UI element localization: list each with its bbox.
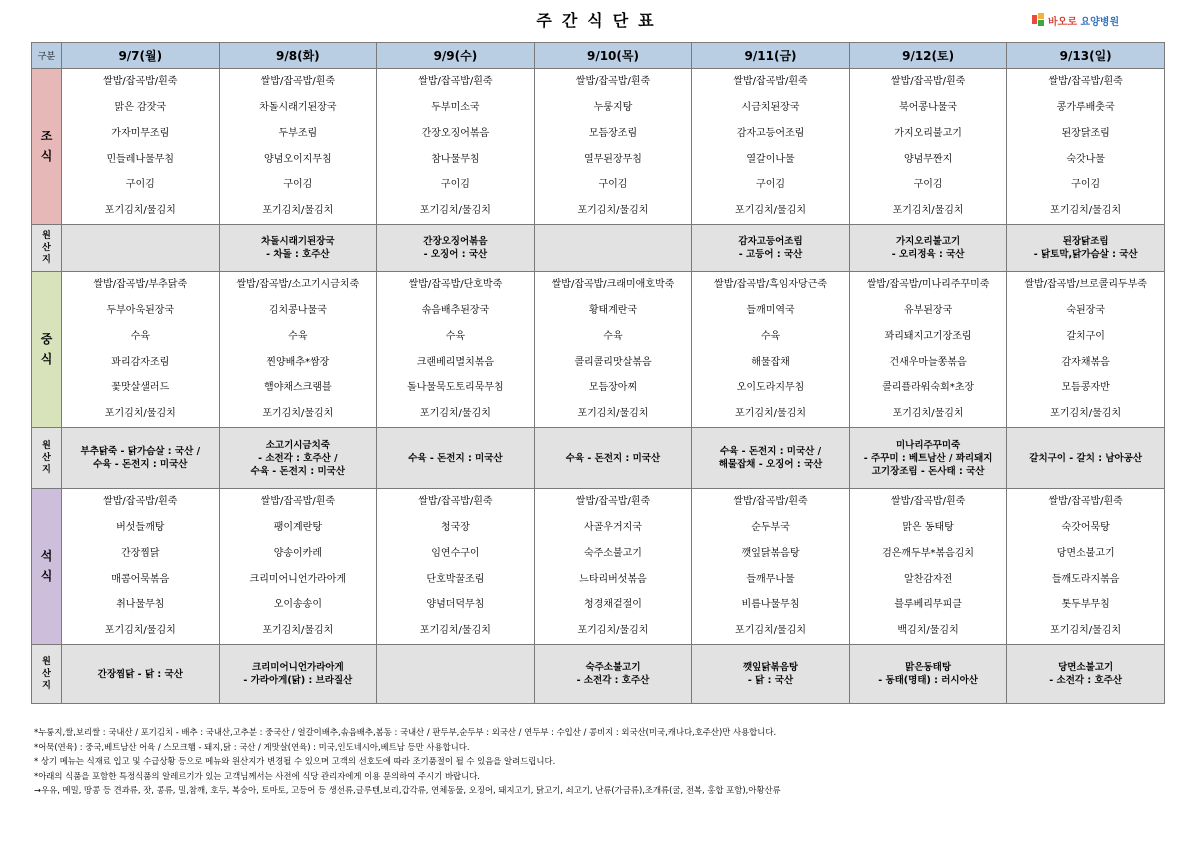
menu-item: 들깨무나물 [746, 573, 795, 585]
day-header: 9/12(토) [849, 43, 1007, 69]
menu-item: 검은깨두부*볶음김치 [882, 547, 975, 559]
menu-item: 포기김치/물김치 [104, 408, 176, 420]
note-line: *아래의 식품을 포함한 특정식품의 알레르기가 있는 고객님께서는 사전에 식당 관리자에게 이용 문의하여 주시기 바랍니다. [34, 770, 480, 781]
menu-item: 백김치/물김치 [897, 625, 959, 637]
origin-line: 숙주소불고기 [585, 662, 641, 673]
menu-item: 건새우마늘쫑볶음 [889, 356, 967, 368]
menu-item: 깻잎닭볶음탕 [741, 547, 800, 559]
menu-item: 단호박꿀조림 [426, 573, 485, 585]
weekly-menu-table [31, 42, 1165, 704]
menu-cell [219, 489, 377, 645]
menu-item: 알찬감자전 [903, 573, 953, 585]
notes [34, 725, 781, 798]
origin-line: 간장오징어볶음 [423, 236, 488, 247]
menu-item: 참나물무침 [431, 153, 480, 165]
origin-line: 당면소불고기 [1058, 662, 1114, 673]
origin-line: - 차돌 : 호주산 [266, 249, 330, 260]
menu-item: 포기김치/물김치 [104, 625, 176, 637]
origin-line: 수육 - 돈전지 : 미국산 [250, 465, 346, 477]
menu-item: 쌀밥/잡곡밥/흰죽 [733, 496, 808, 508]
menu-cell [692, 489, 850, 645]
menu-item: 구이김 [598, 179, 628, 191]
menu-item: 숙갓나물 [1066, 153, 1105, 165]
menu-item: 모듬콩자반 [1061, 382, 1110, 394]
origin-line: - 오징어 : 국산 [423, 249, 488, 260]
day-header: 9/8(화) [219, 43, 377, 69]
menu-item: 포기김치/물김치 [735, 205, 807, 217]
menu-item: 숙된장국 [1066, 304, 1105, 316]
menu-item: 맑은 감잣국 [114, 101, 167, 113]
menu-item: 수육 [130, 330, 150, 342]
origin-line: 미나리주꾸미죽 [895, 439, 961, 451]
menu-item: 쌀밥/잡곡밥/흰죽 [890, 76, 966, 88]
menu-cell [692, 272, 850, 428]
menu-cell [1007, 489, 1165, 645]
origin-line: - 소전각 : 호주산 [576, 675, 650, 686]
menu-item: 포기김치/물김치 [104, 205, 176, 217]
menu-item: 차돌시래기된장국 [259, 101, 337, 113]
menu-item: 쌀밥/잡곡밥/흰죽 [103, 496, 178, 508]
origin-line: 깻잎닭볶음탕 [743, 662, 799, 673]
menu-item: 양념무짠지 [903, 153, 953, 165]
menu-item: 콜리플라워숙회*초장 [882, 382, 975, 394]
menu-item: 쌀밥/잡곡밥/흑임자당근죽 [714, 279, 828, 291]
breakfast-row [32, 69, 1165, 225]
menu-item: 청국장 [440, 521, 470, 533]
menu-item: 오이도라지무침 [736, 382, 805, 394]
menu-item: 오이송송이 [273, 599, 322, 611]
origin-cell [692, 428, 850, 489]
menu-item: 쌀밥/잡곡밥/부추닭죽 [93, 279, 188, 291]
origin-line: 크리미어니언가라아게 [251, 662, 344, 673]
menu-item: 매콤어묵볶음 [111, 573, 170, 585]
menu-item: 북어콩나물국 [899, 101, 958, 113]
menu-item: 감자채볶음 [1061, 356, 1110, 368]
menu-item: 모듬장조림 [588, 127, 638, 139]
menu-item: 크랜베리멸치볶음 [416, 356, 495, 368]
menu-item: 순두부국 [751, 521, 790, 533]
origin-line: 부추닭죽 - 닭가슴살 : 국산 / [80, 446, 201, 457]
menu-item: 콩가루배춧국 [1056, 101, 1115, 113]
menu-item: 쌀밥/잡곡밥/흰죽 [890, 496, 966, 508]
menu-item: 팽이계란탕 [273, 521, 322, 533]
menu-cell [219, 69, 377, 225]
menu-item: 포기김치/물김치 [419, 625, 491, 637]
menu-item: 구이김 [440, 179, 470, 191]
note-line: * 상기 메뉴는 식재료 입고 및 수급상황 등으로 메뉴와 원산지가 변경될 수 있으며 고객의 선호도에 따라 조기품절이 될 수 있음을 알려드립니다. [34, 756, 556, 766]
menu-cell [534, 489, 692, 645]
menu-item: 열무된장무침 [583, 153, 642, 165]
origin-cell [377, 428, 535, 489]
menu-item: 누룽지탕 [593, 101, 633, 113]
menu-item: 크리미어니언가라아게 [249, 573, 347, 585]
day-header: 9/9(수) [377, 43, 535, 69]
menu-item: 수육 [288, 330, 308, 342]
menu-item: 쌀밥/잡곡밥/흰죽 [733, 76, 808, 88]
menu-item: 찐양배추*쌈장 [266, 356, 330, 368]
menu-item: 포기김치/물김치 [419, 408, 491, 420]
hospital-logo [1032, 10, 1119, 30]
menu-item: 포기김치/물김치 [892, 205, 964, 217]
menu-item: 쌀밥/잡곡밥/흰죽 [575, 496, 651, 508]
menu-item: 쌀밥/잡곡밥/미나리주꾸미죽 [866, 279, 990, 291]
menu-item: 취나물무침 [116, 599, 165, 611]
origin-cell [849, 428, 1007, 489]
menu-cell [377, 489, 535, 645]
header-row [32, 43, 1165, 69]
menu-cell [692, 69, 850, 225]
menu-item: 햄야채스크램블 [264, 382, 332, 394]
menu-cell [62, 272, 220, 428]
origin-cell [219, 645, 377, 704]
menu-item: 콜리콜리맛살볶음 [574, 356, 652, 368]
dinner-row [32, 489, 1165, 645]
day-header: 9/11(금) [692, 43, 850, 69]
day-header: 9/13(일) [1007, 43, 1165, 69]
origin-line: 간장찜닭 - 닭 : 국산 [97, 668, 183, 680]
note-line: *누룽지,쌀,보리쌀 : 국내산 / 포기김치 - 배추 : 국내산,고추분 : 중국산 / 얼갈이배추,솎음배추,봄동 : 국내산 / 판두부,순두부 : 외국산 / 연두부 : 수입산 / 콩비지 : 외국산(미국,캐나다,호주산)만 사용합니다. [34, 727, 777, 737]
menu-cell [534, 69, 692, 225]
menu-item: 포기김치/물김치 [577, 625, 649, 637]
menu-item: 포기김치/물김치 [262, 408, 334, 420]
note-line: *어묵(연육) : 중국,베트남산 어육 / 스모크햄 - 돼지,닭 : 국산 / 게맛살(연육) : 미국,인도네시아,베트남 등만 사용합니다. [34, 741, 470, 752]
menu-item: 두부조림 [278, 127, 318, 139]
origin-label: 원 산 지 [32, 225, 62, 272]
menu-cell [849, 272, 1007, 428]
origin-line: - 고등어 : 국산 [738, 249, 803, 260]
menu-item: 임연수구이 [431, 547, 480, 559]
origin-cell [377, 645, 535, 704]
menu-item: 구이김 [283, 179, 313, 191]
menu-item: 간장오징어볶음 [421, 127, 490, 139]
menu-item: 포기김치/물김치 [577, 205, 649, 217]
origin-line: 차돌시래기된장국 [261, 236, 335, 247]
origin-line: - 소전각 : 호주산 [1049, 675, 1123, 686]
menu-item: 수육 [445, 330, 466, 342]
origin-line: - 닭 : 국산 [747, 675, 794, 686]
menu-item: 청경채겉절이 [583, 599, 642, 611]
menu-cell [849, 69, 1007, 225]
menu-item: 양념오이지무침 [264, 153, 332, 165]
origin-cell [62, 428, 220, 489]
menu-item: 구이김 [756, 179, 786, 191]
origin-cell [377, 225, 535, 272]
menu-item: 모듬장아찌 [588, 382, 638, 394]
menu-item: 쌀밥/잡곡밥/흰죽 [575, 76, 651, 88]
origin-cell [534, 428, 692, 489]
breakfast-label: 조 식 [32, 69, 62, 225]
lunch-label: 중 식 [32, 272, 62, 428]
menu-item: 가자미무조림 [111, 127, 170, 139]
origin-cell [1007, 428, 1165, 489]
origin-line: 수육 - 돈전지 : 미국산 [565, 452, 661, 464]
origin-line: 갈치구이 - 갈치 : 남아공산 [1029, 452, 1143, 464]
menu-item: 된장닭조림 [1061, 127, 1110, 139]
origin-line: 된장닭조림 [1062, 236, 1109, 247]
origin-cell [62, 225, 220, 272]
origin-cell [692, 645, 850, 704]
origin-cell [219, 225, 377, 272]
origin-line: 수육 - 돈전지 : 미국산 / [719, 446, 822, 457]
menu-item: 솎음배추된장국 [421, 304, 490, 316]
menu-item: 쌀밥/잡곡밥/흰죽 [1048, 76, 1123, 88]
menu-cell [62, 69, 220, 225]
menu-item: 열갈이나물 [746, 153, 795, 165]
menu-item: 쌀밥/잡곡밥/흰죽 [418, 496, 493, 508]
origin-label: 원 산 지 [32, 645, 62, 704]
menu-item: 숙갓어묵탕 [1061, 521, 1110, 533]
day-header: 9/10(목) [534, 43, 692, 69]
origin-line: - 닭토막,닭가슴살 : 국산 [1033, 249, 1138, 260]
menu-item: 쌀밥/잡곡밥/흰죽 [418, 76, 493, 88]
menu-item: 시금치된장국 [741, 101, 800, 113]
origin-label: 원 산 지 [32, 428, 62, 489]
menu-item: 포기김치/물김치 [735, 408, 807, 420]
menu-item: 황태계란국 [588, 304, 638, 316]
menu-item: 느타리버섯볶음 [579, 573, 647, 585]
menu-item: 쌀밥/잡곡밥/단호박죽 [408, 279, 503, 291]
origin-line: 소고기시금치죽 [265, 439, 330, 451]
menu-item: 포기김치/물김치 [1050, 205, 1122, 217]
origin-cell [692, 225, 850, 272]
origin-cell [849, 645, 1007, 704]
menu-item: 가지오리불고기 [894, 127, 962, 139]
menu-item: 쌀밥/잡곡밥/소고기시금치죽 [236, 279, 360, 291]
menu-cell [534, 272, 692, 428]
menu-item: 버섯들깨탕 [116, 521, 165, 533]
menu-item: 숙주소불고기 [583, 547, 642, 559]
origin-line: - 소전각 : 호주산 / [258, 452, 338, 464]
menu-item: 꽈리감자조림 [111, 356, 170, 368]
menu-item: 꽃맛살샐러드 [111, 382, 170, 394]
menu-cell [377, 272, 535, 428]
menu-item: 사골우거지국 [583, 521, 642, 533]
origin-line: 고기장조림 - 돈사태 : 국산 [871, 465, 985, 477]
menu-item: 두부아욱된장국 [106, 304, 175, 316]
menu-item: 양송이카레 [273, 547, 322, 559]
menu-item: 포기김치/물김치 [419, 205, 491, 217]
menu-cell [219, 272, 377, 428]
menu-item: 쌀밥/잡곡밥/흰죽 [1048, 496, 1123, 508]
menu-cell [377, 69, 535, 225]
menu-item: 간장찜닭 [120, 547, 160, 559]
logo-brand: 바오로 [1048, 16, 1077, 28]
menu-item: 포기김치/물김치 [892, 408, 964, 420]
menu-cell [62, 489, 220, 645]
menu-cell [849, 489, 1007, 645]
menu-item: 쌀밥/잡곡밥/흰죽 [260, 76, 336, 88]
logo-sub: 요양병원 [1080, 16, 1120, 28]
menu-item: 구이김 [1071, 179, 1101, 191]
menu-item: 갈치구이 [1066, 330, 1105, 342]
origin-line: 수육 - 돈전지 : 미국산 [408, 452, 503, 464]
logo-icon [1032, 13, 1044, 27]
origin-line: - 주꾸미 : 베트남산 / 꽈리돼지 [863, 452, 993, 464]
dinner-origin-row [32, 645, 1165, 704]
menu-item: 꽈리돼지고기장조림 [884, 330, 972, 342]
menu-item: 돌나물묵도토리묵무침 [407, 382, 504, 394]
lunch-origin-row [32, 428, 1165, 489]
menu-item: 포기김치/물김치 [735, 625, 807, 637]
origin-line: 수육 - 돈전지 : 미국산 [93, 459, 188, 470]
menu-item: 블루베리무피클 [894, 599, 962, 611]
menu-item: 맑은 동태탕 [902, 521, 954, 533]
menu-item: 수육 [603, 330, 623, 342]
lunch-row [32, 272, 1165, 428]
menu-item: 포기김치/물김치 [1050, 625, 1122, 637]
note-line: →우유, 메밀, 땅콩 등 견과류, 잣, 콩류, 밀,참깨, 호두, 복숭아, 토마토, 고등어 등 생선류,글루텐,보리,갑각류, 연체동물, 오징어, 돼지고기, 닭고기, 쇠고기, 난류(가금류),조개류(굴, 전복, 홍합 포함),아황산류 [34, 785, 781, 795]
menu-item: 두부미소국 [431, 101, 480, 113]
page-title: 주간식단표 [536, 11, 664, 30]
origin-cell [219, 428, 377, 489]
dinner-label: 석 식 [32, 489, 62, 645]
menu-item: 쌀밥/잡곡밥/브로콜리두부죽 [1024, 279, 1147, 291]
menu-item: 포기김치/물김치 [262, 205, 334, 217]
menu-item: 구이김 [913, 179, 943, 191]
origin-line: - 가라아게(닭) : 브라질산 [243, 675, 353, 686]
menu-item: 비름나물무침 [741, 599, 800, 611]
menu-item: 포기김치/물김치 [1050, 408, 1122, 420]
menu-item: 구이김 [125, 179, 155, 191]
origin-line: - 오리정육 : 국산 [891, 249, 965, 260]
menu-item: 쌀밥/잡곡밥/흰죽 [260, 496, 336, 508]
menu-item: 민들레나물무침 [106, 153, 175, 165]
origin-cell [534, 225, 692, 272]
menu-cell [1007, 69, 1165, 225]
menu-cell [1007, 272, 1165, 428]
menu-item: 포기김치/물김치 [262, 625, 334, 637]
menu-item: 당면소불고기 [1056, 547, 1115, 559]
menu-item: 해물잡채 [751, 356, 790, 368]
menu-item: 쌀밥/잡곡밥/크래미애호박죽 [551, 279, 675, 291]
origin-cell [849, 225, 1007, 272]
origin-line: 가지오리불고기 [895, 236, 961, 247]
origin-line: - 동태(명태) : 러시아산 [878, 675, 978, 686]
menu-item: 김치콩나물국 [268, 304, 327, 316]
origin-cell [534, 645, 692, 704]
menu-item: 감자고등어조림 [736, 127, 805, 139]
origin-line: 해물잡채 - 오징어 : 국산 [718, 459, 823, 470]
origin-cell [1007, 225, 1165, 272]
origin-cell [1007, 645, 1165, 704]
origin-line: 감자고등어조림 [738, 236, 803, 247]
logo-text [1048, 13, 1119, 28]
menu-item: 톳두부무침 [1061, 599, 1110, 611]
origin-line: 맑은동태탕 [905, 662, 952, 673]
header-gubun: 구분 [32, 43, 62, 69]
menu-item: 쌀밥/잡곡밥/흰죽 [103, 76, 178, 88]
menu-item: 들깨미역국 [746, 304, 795, 316]
menu-item: 들깨도라지볶음 [1051, 573, 1120, 585]
day-header: 9/7(월) [62, 43, 220, 69]
menu-item: 유부된장국 [903, 304, 953, 316]
origin-cell [62, 645, 220, 704]
menu-item: 수육 [760, 330, 781, 342]
menu-item: 양념더덕무침 [426, 599, 485, 611]
breakfast-origin-row [32, 225, 1165, 272]
menu-item: 포기김치/물김치 [577, 408, 649, 420]
